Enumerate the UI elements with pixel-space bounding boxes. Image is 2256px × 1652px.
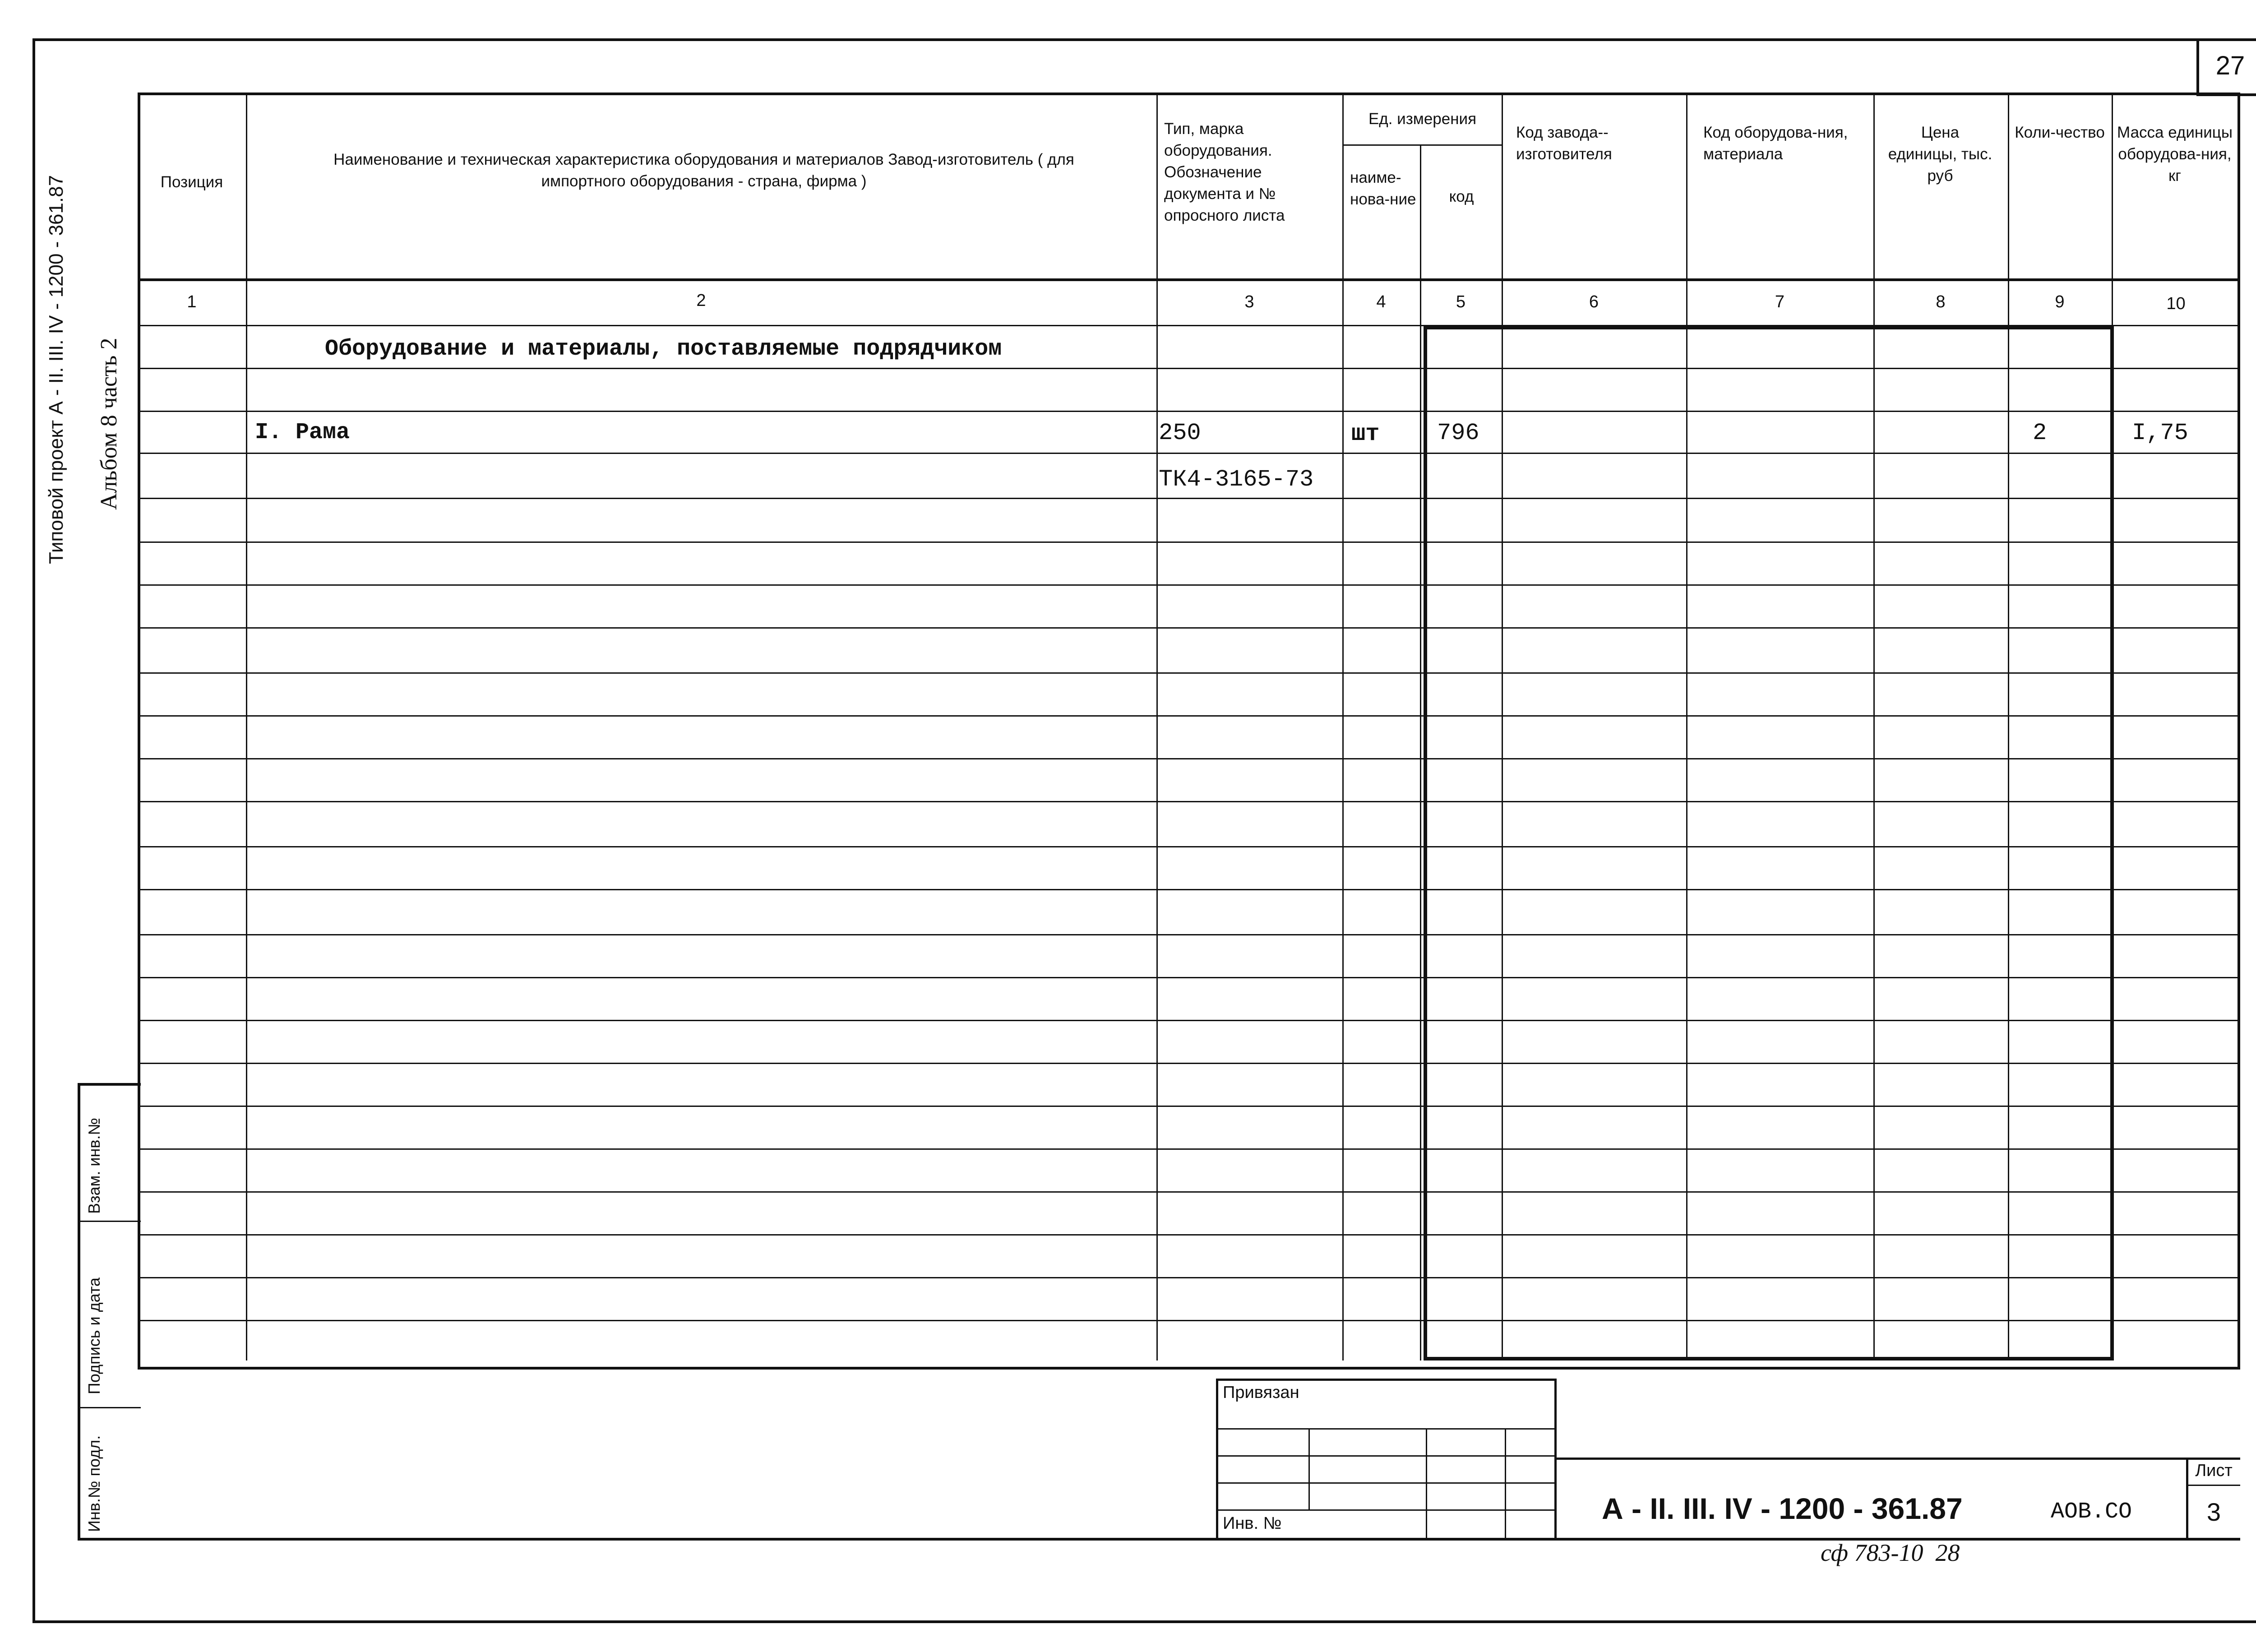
row1-name: I. Рама (255, 420, 350, 445)
row1-type: 250 (1159, 420, 1201, 446)
col-number-7: 7 (1775, 292, 1785, 311)
unit-group-divider (1342, 144, 1502, 146)
col-number-1: 1 (187, 292, 197, 311)
col-line-1 (246, 93, 247, 1360)
header-mass: Масса единицы оборудова-ния, кг (2117, 124, 2233, 185)
col-line-2 (1156, 93, 1158, 1360)
col-number-4: 4 (1376, 292, 1386, 311)
header-divider (138, 278, 2240, 281)
col-number-5: 5 (1456, 292, 1466, 311)
section-title: Оборудование и материалы, поставляемые подрядчиком (325, 336, 1002, 362)
col-number-6: 6 (1589, 292, 1599, 311)
col-number-3: 3 (1244, 292, 1254, 311)
header-unit-name: наиме-нова-ние (1350, 169, 1416, 208)
col-number-10: 10 (2166, 294, 2186, 313)
header-unit-group: Ед. измерения (1368, 110, 1477, 128)
stamp-label-orig-inv: Инв.№ подл. (85, 1435, 103, 1532)
corner-number: 27 (2215, 51, 2245, 80)
inv-no-label: Инв. № (1223, 1514, 1282, 1533)
col-line-3 (1342, 93, 1344, 1360)
header-qty: Коли-чество (2015, 124, 2105, 141)
header-price: Цена единицы, тыс. руб (1888, 124, 1992, 185)
col-number-8: 8 (1936, 292, 1946, 311)
row1-doc: ТК4-3165-73 (1159, 466, 1314, 493)
series-code: АОВ.СО (2051, 1499, 2132, 1525)
list-label: Лист (2195, 1461, 2233, 1480)
row1-unit-name: шт (1351, 421, 1380, 447)
col-number-9: 9 (2055, 292, 2065, 311)
side-title-album: Альбом 8 часть 2 (96, 338, 122, 510)
list-number: 3 (2206, 1498, 2221, 1526)
row1-unit-code: 796 (1437, 420, 1479, 446)
highlight-block (1424, 326, 2114, 1360)
stamp-label-signature-date: Подпись и дата (85, 1277, 103, 1394)
side-title-project: Типовой проект А - II. III. IV - 1200 - 361.87 (45, 175, 67, 564)
header-equipment-code: Код оборудова-ния, материала (1703, 124, 1848, 163)
header-position: Позиция (160, 173, 223, 191)
header-unit-code: код (1449, 188, 1474, 205)
col-number-2: 2 (696, 291, 706, 310)
doc-code: А - II. III. IV - 1200 - 361.87 (1602, 1492, 1963, 1525)
stamp-label-replace-inv: Взам. инв.№ (85, 1117, 103, 1214)
header-name: Наименование и техническая характеристика оборудования и материалов Завод-изготовитель ( для импортного оборудования - страна, фирма ) (333, 151, 1074, 190)
privyazan-label: Привязан (1223, 1383, 1299, 1402)
header-plant-code: Код завода--изготовителя (1516, 124, 1612, 163)
col-line-4 (1420, 144, 1421, 1360)
header-type: Тип, марка оборудования. Обозначение документа и № опросного листа (1164, 120, 1285, 224)
row1-qty: 2 (2033, 420, 2047, 446)
footer-note: сф 783-10 28 (1821, 1539, 1960, 1566)
row1-mass: I,75 (2132, 420, 2188, 446)
